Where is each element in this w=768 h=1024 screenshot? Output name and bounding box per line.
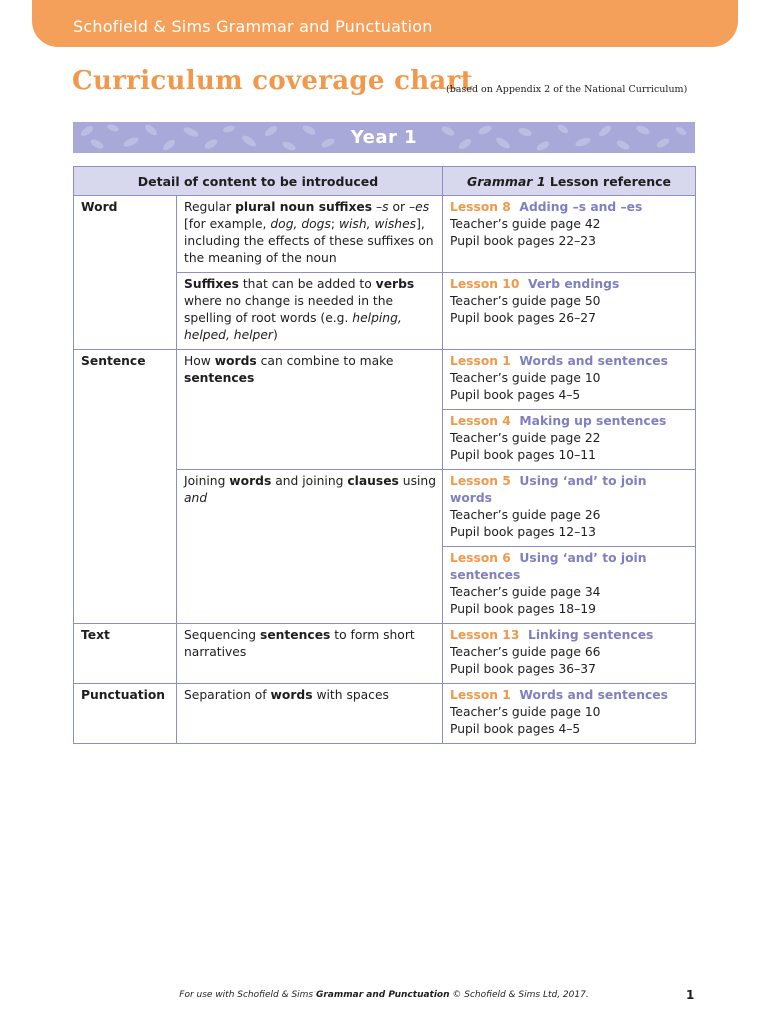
footer-note: For use with Schofield & Sims Grammar and Punctuation © Schofield & Sims Ltd, 2017. xyxy=(179,990,589,1000)
year-label: Year 1 xyxy=(350,127,418,148)
lesson-cell: Lesson 5 Using ‘and’ to join words Teacher’s guide page 26 Pupil book pages 12–13 xyxy=(443,470,696,547)
lesson-cell: Lesson 1 Words and sentences Teacher’s guide page 10 Pupil book pages 4–5 xyxy=(443,684,696,744)
series-title: Schofield & Sims Grammar and Punctuation xyxy=(73,17,433,36)
table-row xyxy=(74,350,696,410)
lesson-cell: Lesson 8 Adding –s and –es Teacher’s guide page 42 Pupil book pages 22–23 xyxy=(443,196,696,273)
detail-cell: Suffixes that can be added to verbs where no change is needed in the spelling of root words (e.g. helping, helped, helper) xyxy=(177,273,443,350)
detail-cell: Sequencing sentences to form short narratives xyxy=(177,624,443,684)
table-row xyxy=(74,684,696,744)
lesson-cell: Lesson 4 Making up sentences Teacher’s guide page 22 Pupil book pages 10–11 xyxy=(443,410,696,470)
detail-cell: How words can combine to make sentences xyxy=(177,350,443,470)
page-subtitle: (based on Appendix 2 of the National Curriculum) xyxy=(446,84,688,95)
area-punctuation: Punctuation xyxy=(74,684,177,744)
page-number: 1 xyxy=(686,988,695,1002)
table-row xyxy=(74,196,696,273)
lesson-cell: Lesson 1 Words and sentences Teacher’s guide page 10 Pupil book pages 4–5 xyxy=(443,350,696,410)
lesson-cell: Lesson 13 Linking sentences Teacher’s guide page 66 Pupil book pages 36–37 xyxy=(443,624,696,684)
table-row xyxy=(74,624,696,684)
header-bar xyxy=(32,0,738,47)
header-lesson-reference: Grammar 1 Lesson reference xyxy=(443,167,696,196)
curriculum-table xyxy=(73,166,696,744)
table-header-row xyxy=(74,167,696,196)
lesson-cell: Lesson 6 Using ‘and’ to join sentences Teacher’s guide page 34 Pupil book pages 18–19 xyxy=(443,547,696,624)
page-title: Curriculum coverage chart xyxy=(72,66,473,96)
area-sentence: Sentence xyxy=(74,350,177,624)
area-text: Text xyxy=(74,624,177,684)
header-detail: Detail of content to be introduced xyxy=(74,167,443,196)
year-banner xyxy=(73,122,695,153)
area-word: Word xyxy=(74,196,177,350)
lesson-cell: Lesson 10 Verb endings Teacher’s guide page 50 Pupil book pages 26–27 xyxy=(443,273,696,350)
detail-cell: Separation of words with spaces xyxy=(177,684,443,744)
detail-cell: Joining words and joining clauses using and xyxy=(177,470,443,624)
detail-cell: Regular plural noun suffixes –s or –es [for example, dog, dogs; wish, wishes], including the effects of these suffixes on the meaning of the noun xyxy=(177,196,443,273)
